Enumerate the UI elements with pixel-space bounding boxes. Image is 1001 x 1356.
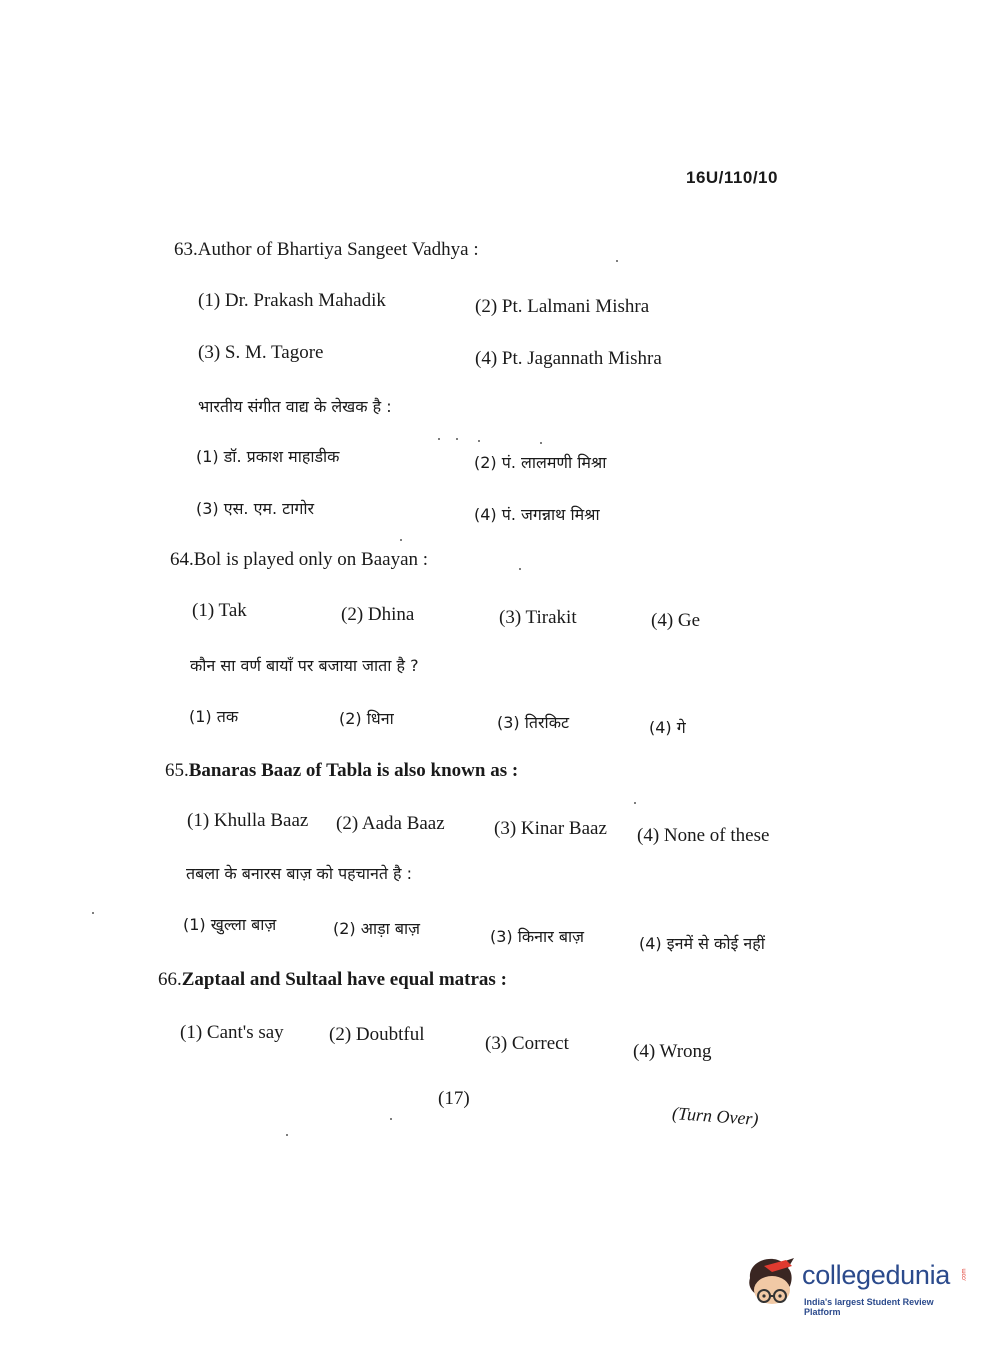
question-text-en: Zaptaal and Sultaal have equal matras : (181, 969, 507, 990)
scan-speck (616, 260, 618, 262)
q65-option-hi-2: (2) आड़ा बाज़ (333, 919, 421, 938)
q65-option-en-3: (3) Kinar Baaz (494, 818, 607, 839)
q65-option-hi-1: (1) खुल्ला बाज़ (183, 915, 277, 934)
q64-option-hi-4: (4) गे (649, 718, 686, 737)
q66-option-en-2: (2) Doubtful (329, 1024, 425, 1045)
question-64 (170, 549, 428, 571)
q63-option-hi-1: (1) डॉ. प्रकाश माहाडीक (196, 447, 340, 466)
question-text-en: Banaras Baaz of Tabla is also known as : (188, 760, 519, 781)
question-65 (165, 760, 518, 782)
q66-option-en-3: (3) Correct (485, 1033, 569, 1054)
question-63 (174, 239, 479, 261)
brand-tagline: India's largest Student Review Platform (804, 1297, 934, 1317)
q63-option-en-1: (1) Dr. Prakash Mahadik (198, 290, 386, 311)
q65-option-en-4: (4) None of these (637, 825, 770, 846)
q65-option-hi-3: (3) किनार बाज़ (490, 927, 584, 946)
scan-speck (456, 438, 458, 440)
question-number: 64. (170, 549, 194, 570)
q64-option-en-2: (2) Dhina (341, 604, 415, 625)
q63-option-hi-3: (3) एस. एम. टागोर (196, 499, 315, 518)
scan-speck (519, 568, 521, 570)
q66-option-en-4: (4) Wrong (633, 1041, 712, 1062)
turn-over-note: (Turn Over) (671, 1103, 760, 1129)
q65-option-en-1: (1) Khulla Baaz (187, 810, 309, 831)
q64-option-hi-1: (1) तक (189, 707, 239, 726)
scan-speck (478, 440, 480, 442)
q64-option-en-4: (4) Ge (651, 610, 701, 631)
question-text-en: Author of Bhartiya Sangeet Vadhya : (197, 239, 479, 260)
question-number: 65. (165, 760, 189, 781)
q63-option-en-3: (3) S. M. Tagore (198, 342, 324, 363)
q64-text-hi: कौन सा वर्ण बायाँ पर बजाया जाता है ? (190, 656, 419, 675)
q63-option-hi-2: (2) पं. लालमणी मिश्रा (474, 453, 607, 472)
q65-option-en-2: (2) Aada Baaz (336, 813, 445, 834)
scan-speck (634, 802, 636, 804)
page-number: (17) (438, 1088, 470, 1109)
question-66 (158, 969, 507, 991)
question-text-en: Bol is played only on Baayan : (193, 549, 429, 570)
mascot-icon (742, 1252, 800, 1312)
q63-option-en-2: (2) Pt. Lalmani Mishra (475, 296, 650, 317)
q65-text-hi: तबला के बनारस बाज़ को पहचानते है : (186, 864, 413, 883)
q66-option-en-1: (1) Cant's say (180, 1022, 284, 1043)
brand-name: collegedunia (802, 1260, 951, 1290)
q65-option-hi-4: (4) इनमें से कोई नहीं (639, 934, 765, 953)
scan-speck (400, 539, 402, 541)
question-number: 66. (158, 969, 182, 990)
scan-speck (390, 1118, 392, 1120)
q63-text-hi: भारतीय संगीत वाद्य के लेखक है : (198, 397, 392, 416)
q64-option-hi-2: (2) धिना (339, 709, 394, 728)
q63-option-hi-4: (4) पं. जगन्नाथ मिश्रा (474, 505, 600, 524)
scan-speck (92, 912, 94, 914)
scan-speck (286, 1134, 288, 1136)
q64-option-hi-3: (3) तिरकिट (497, 713, 570, 732)
scan-speck (438, 438, 440, 440)
scan-speck (540, 442, 542, 444)
q64-option-en-1: (1) Tak (192, 600, 247, 621)
brand-domain: .com (961, 1268, 968, 1282)
q64-option-en-3: (3) Tirakit (499, 607, 577, 628)
collegedunia-watermark (742, 1252, 972, 1322)
paper-code: 16U/110/10 (686, 168, 778, 187)
question-number: 63. (174, 239, 198, 260)
q63-option-en-4: (4) Pt. Jagannath Mishra (475, 348, 662, 369)
